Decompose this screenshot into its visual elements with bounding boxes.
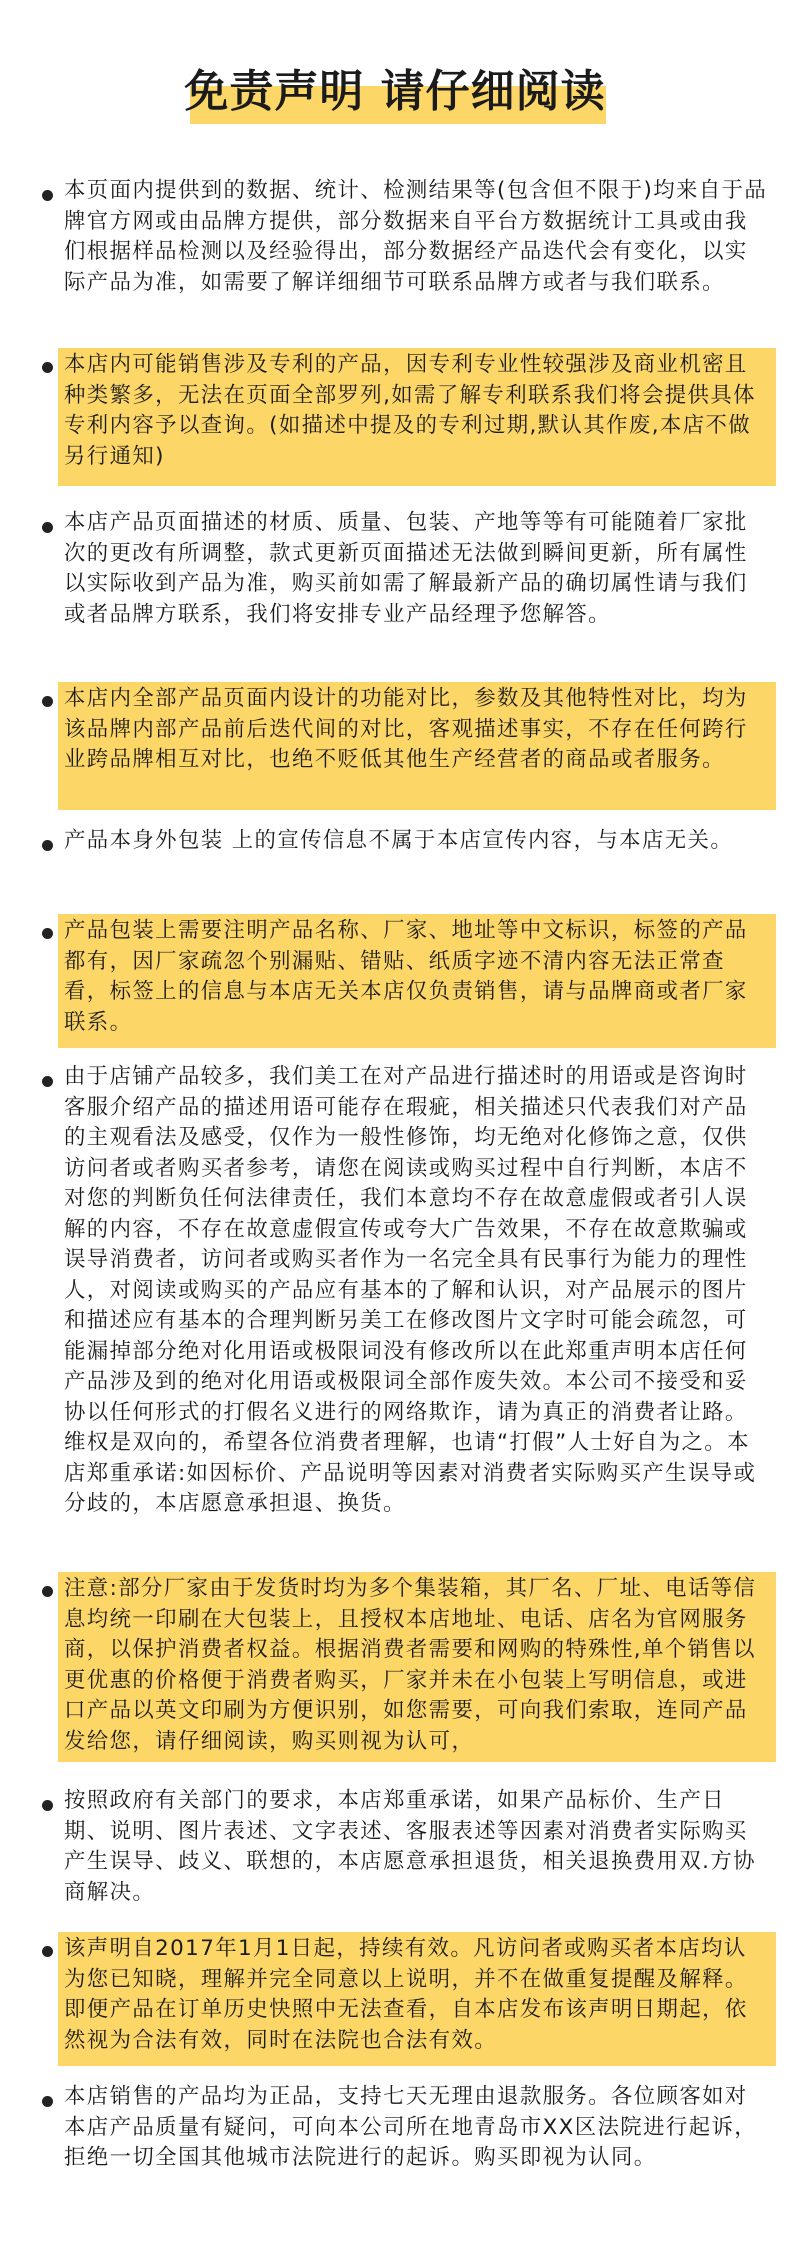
bullet-dot xyxy=(42,2096,53,2107)
disclaimer-item-packaging-promo xyxy=(42,826,768,890)
bullet-dot xyxy=(42,928,53,939)
bullet-dot xyxy=(42,522,53,533)
disclaimer-item-product-description xyxy=(42,508,768,662)
item-text: 本店销售的产品均为正品，支持七天无理由退款服务。各位顾客如对本店产品质量有疑问，可向本公司所在地青岛市XX区法院进行起诉，拒绝一切全国其他城市法院进行的起诉。购买即视为认同。 xyxy=(64,2084,758,2170)
bullet-dot xyxy=(42,1946,53,1957)
item-text: 注意:部分厂家由于发货时均为多个集装箱，其厂名、厂址、电话等信息均统一印刷在大包装上，且授权本店地址、电话、店名为官网服务商，以保护消费者权益。根据消费者需要和网购的特殊性,单个销售以更优惠的价格便于消费者购买，厂家并未在小包装上写明信息，或进口产品以英文印刷为方便识别，如您需要，可向我们索取，连同产品发给您，请仔细阅读，购买则视为认可， xyxy=(64,1576,757,1754)
item-text: 该声明自2017年1月1日起，持续有效。凡访问者或购买者本店均认为您已知晓，理解并完全同意以上说明，并不在做重复提醒及解释。即便产品在订单历史快照中无法查看，自本店发布该声明日期起，依然视为合法有效，同时在法院也合法有效。 xyxy=(64,1936,748,2053)
bullet-dot xyxy=(42,190,53,201)
disclaimer-item-government xyxy=(42,1786,768,1914)
bullet-dot xyxy=(42,1800,53,1811)
disclaimer-item-wording xyxy=(42,1062,768,1556)
bullet-dot xyxy=(42,362,53,373)
bullet-dot xyxy=(42,840,53,851)
item-text: 本店产品页面描述的材质、质量、包装、产地等等有可能随着厂家批次的更改有所调整，款式更新页面描述无法做到瞬间更新，所有属性以实际收到产品为准，购买前如需了解最新产品的确切属性请与我们或者品牌方联系，我们将安排专业产品经理予您解答。 xyxy=(64,510,748,627)
title-area xyxy=(0,0,790,140)
disclaimer-item-patent xyxy=(42,348,768,486)
item-text: 本店内可能销售涉及专利的产品，因专利专业性较强涉及商业机密且种类繁多，无法在页面全部罗列,如需了解专利联系我们将会提供具体专利内容予以查询。(如描述中提及的专利过期,默认其作废,本店不做另行通知) xyxy=(64,352,756,469)
item-text: 本页面内提供到的数据、统计、检测结果等(包含但不限于)均来自于品牌官方网或由品牌方提供，部分数据来自平台方数据统计工具或由我们根据样品检测以及经验得出，部分数据经产品迭代会有变化，以实际产品为准，如需要了解详细细节可联系品牌方或者与我们联系。 xyxy=(64,178,768,295)
disclaimer-item-notice xyxy=(42,1572,768,1762)
item-text: 由于店铺产品较多，我们美工在对产品进行描述时的用语或是咨询时客服介绍产品的描述用语可能存在瑕疵，相关描述只代表我们对产品的主观看法及感受，仅作为一般性修饰，均无绝对化修饰之意，仅供访问者或者购买者参考，请您在阅读或购买过程中自行判断，本店不对您的判断负任何法律责任，我们本意均不存在故意虚假或者引人误解的内容，不存在故意虚假宣传或夸大广告效果，不存在故意欺骗或误导消费者，访问者或购买者作为一名完全具有民事行为能力的理性人，对阅读或购买的产品应有基本的了解和认识，对产品展示的图片和描述应有基本的合理判断另美工在修改图片文字时可能会疏忽，可能漏掉部分绝对化用语或极限词没有修改所以在此郑重声明本店任何产品涉及到的绝对化用语或极限词全部作废失效。本公司不接受和妥协以任何形式的打假名义进行的网络欺诈，请为真正的消费者让路。维权是双向的，希望各位消费者理解，也请“打假”人士好自为之。本店郑重承诺:如因标价、产品说明等因素对消费者实际购买产生误导或分歧的，本店愿意承担退、换货。 xyxy=(64,1064,757,1516)
bullet-dot xyxy=(42,1586,53,1597)
item-text: 本店内全部产品页面内设计的功能对比，参数及其他特性对比，均为该品牌内部产品前后迭代间的对比，客观描述事实，不存在任何跨行业跨品牌相互对比，也绝不贬低其他生产经营者的商品或者服务。 xyxy=(64,686,748,772)
bullet-dot xyxy=(42,696,53,707)
disclaimer-item-authenticity xyxy=(42,2082,768,2212)
item-text: 产品本身外包装 上的宣传信息不属于本店宣传内容，与本店无关。 xyxy=(64,828,734,853)
disclaimer-item-label xyxy=(42,914,768,1048)
disclaimer-item-data-source xyxy=(42,176,768,330)
disclaimer-item-effective-date xyxy=(42,1932,768,2066)
page-title: 免责声明 请仔细阅读 xyxy=(184,66,606,117)
bullet-dot xyxy=(42,1076,53,1087)
item-text: 按照政府有关部门的要求，本店郑重承诺，如果产品标价、生产日期、说明、图片表述、文字表述、客服表述等因素对消费者实际购买产生误导、歧义、联想的，本店愿意承担退货，相关退换费用双.方协商解决。 xyxy=(64,1788,756,1905)
disclaimer-item-comparison xyxy=(42,682,768,810)
item-text: 产品包装上需要注明产品名称、厂家、地址等中文标识，标签的产品都有，因厂家疏忽个别漏贴、错贴、纸质字迹不清内容无法正常查看，标签上的信息与本店无关本店仅负责销售，请与品牌商或者厂家联系。 xyxy=(64,918,748,1035)
